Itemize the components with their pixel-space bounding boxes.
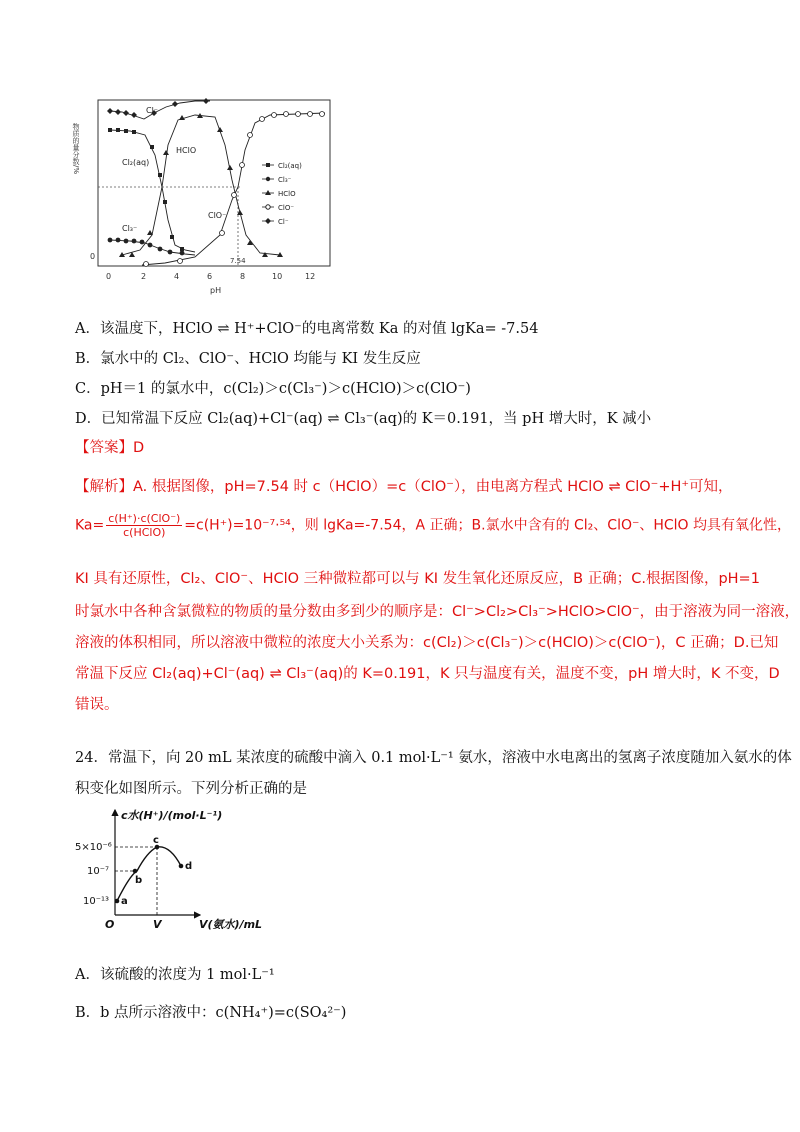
svg-text:HClO: HClO (278, 190, 296, 198)
species-distribution-chart (70, 95, 335, 305)
answer: 【答案】D (75, 440, 145, 456)
svg-text:12: 12 (305, 272, 316, 281)
y-tick-5e-6: 5×10⁻⁶ (75, 842, 112, 853)
point-d: d (185, 861, 193, 872)
svg-text:8: 8 (240, 272, 246, 281)
analysis-line-7: 错误。 (75, 697, 119, 713)
analysis-line-5: 溶液的体积相同，所以溶液中微粒的浓度大小关系为：c(Cl₂)＞c(Cl₃⁻)＞c(HClO)＞c(ClO⁻)，C 正确；D.已知 (75, 635, 779, 651)
analysis-line-4: 时氯水中各种含氯微粒的物质的量分数由多到少的顺序是：Cl⁻>Cl₂>Cl₃⁻>HClO>ClO⁻，由于溶液为同一溶液， (75, 604, 800, 620)
label-cl3: Cl₃⁻ (122, 224, 138, 233)
label-clo: ClO⁻ (208, 211, 227, 220)
q24-option-a: A．该硫酸的浓度为 1 mol·L⁻¹ (75, 967, 275, 983)
svg-text:4: 4 (174, 272, 180, 281)
point-b: b (135, 875, 143, 886)
label-hclo: HClO (176, 146, 197, 155)
pka-marker-label: 7.54 (230, 257, 246, 265)
option-a: A．该温度下，HClO ⇌ H⁺+ClO⁻的电离常数 Ka 的对值 lgKa= -7.54 (75, 321, 539, 337)
analysis-line-2: Ka= c(H⁺)·c(ClO⁻) c(HClO) =c(H⁺)=10⁻⁷·⁵⁴，则 lgKa=-7.54，A 正确；B.氯水中含有的 Cl₂、ClO⁻、HClO 均具有氧化性， (75, 512, 792, 539)
svg-text:6: 6 (207, 272, 213, 281)
svg-text:10: 10 (272, 272, 283, 281)
option-b: B．氯水中的 Cl₂、ClO⁻、HClO 均能与 KI 发生反应 (75, 351, 421, 367)
option-c: C．pH＝1 的氯水中，c(Cl₂)＞c(Cl₃⁻)＞c(HClO)＞c(ClO⁻) (75, 381, 471, 397)
y-tick-1e-13: 10⁻¹³ (83, 896, 110, 907)
svg-text:Cl₃⁻: Cl₃⁻ (278, 176, 292, 184)
y-tick-1e-7: 10⁻⁷ (87, 866, 110, 877)
q24-line-1: 24．常温下，向 20 mL 某浓度的硫酸中滴入 0.1 mol·L⁻¹ 氨水，溶液中水电离出的氢离子浓度随加入氨水的体 (75, 750, 792, 766)
x-axis-label-2: V(氨水)/mL (199, 918, 263, 931)
curve (117, 847, 181, 901)
x-axis-label: pH (210, 286, 222, 295)
y-axis-label: 物质的量分数/% (72, 123, 80, 175)
label-cl-minus: Cl⁻ (146, 106, 159, 115)
y-zero-label: 0 (90, 252, 96, 261)
analysis-line-3: KI 具有还原性，Cl₂、ClO⁻、HClO 三种微粒都可以与 KI 发生氧化还原反应，B 正确；C.根据图像，pH=1 (75, 571, 760, 587)
x-ticks (106, 272, 315, 281)
water-h-ion-chart (75, 800, 295, 940)
analysis-line-6: 常温下反应 Cl₂(aq)+Cl⁻(aq) ⇌ Cl₃⁻(aq)的 K=0.191，K 只与温度有关，温度不变，pH 增大时，K 不变，D (75, 666, 780, 682)
origin: O (105, 918, 115, 931)
label-cl2aq: Cl₂(aq) (122, 158, 150, 167)
svg-text:ClO⁻: ClO⁻ (278, 204, 295, 212)
point-c: c (153, 835, 159, 846)
v-label: V (153, 918, 162, 931)
svg-text:Cl⁻: Cl⁻ (278, 218, 289, 226)
svg-text:Cl₂(aq): Cl₂(aq) (278, 162, 302, 170)
q24-option-b: B．b 点所示溶液中：c(NH₄⁺)=c(SO₄²⁻) (75, 1005, 347, 1021)
svg-text:0: 0 (106, 272, 112, 281)
point-a: a (121, 896, 128, 907)
svg-text:2: 2 (141, 272, 147, 281)
q24-line-2: 积变化如图所示。下列分析正确的是 (75, 781, 307, 797)
option-d: D．已知常温下反应 Cl₂(aq)+Cl⁻(aq) ⇌ Cl₃⁻(aq)的 K＝0.191，当 pH 增大时，K 减小 (75, 411, 652, 427)
y-axis-label-2: c水(H⁺)/(mol·L⁻¹) (121, 809, 223, 822)
analysis-line-1: 【解析】A. 根据图像，pH=7.54 时 c（HClO）=c（ClO⁻），由电离方程式 HClO ⇌ ClO⁻+H⁺可知， (75, 479, 733, 495)
